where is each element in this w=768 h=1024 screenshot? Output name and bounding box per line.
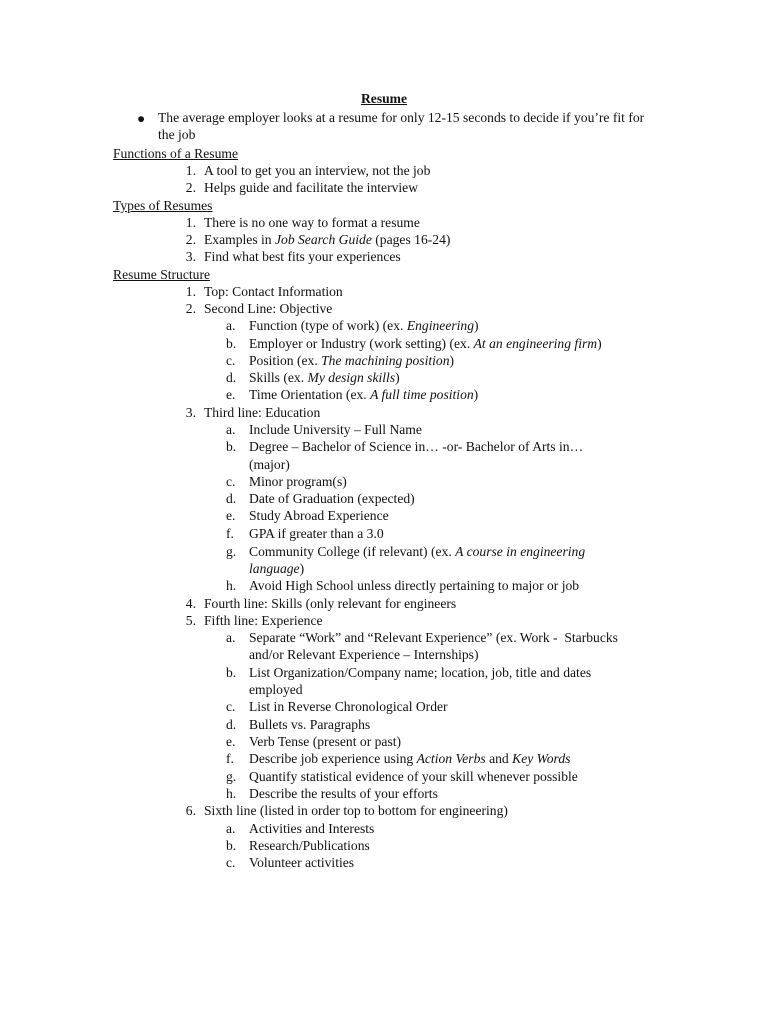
bullet-icon: ● (137, 111, 146, 126)
list-marker: 6. (185, 803, 196, 818)
emphasis-text: A course in engineering (455, 544, 586, 559)
text-run: ) (473, 387, 479, 402)
sub-list-marker: c. (226, 353, 236, 368)
list-item-text: There is no one way to format a resume (204, 215, 420, 230)
emphasis-text: A full time position (370, 387, 474, 402)
list-marker: 1. (185, 215, 196, 230)
sub-list-marker: b. (226, 665, 237, 680)
sub-list-item-text: Activities and Interests (249, 821, 375, 836)
text-run: Position (ex. (249, 353, 322, 368)
sub-list-marker: e. (226, 508, 236, 523)
sub-list-marker: h. (226, 578, 237, 593)
text-run: Describe job experience using (249, 751, 417, 766)
list-marker: 3. (185, 405, 196, 420)
emphasis-text: The machining position (321, 353, 450, 368)
list-item-text: Helps guide and facilitate the interview (204, 180, 419, 195)
sub-list-item-text: employed (249, 682, 303, 697)
sub-list-item-text: Degree – Bachelor of Science in… -or- Bachelor of Arts in… (249, 439, 584, 454)
list-item-text: Top: Contact Information (204, 284, 343, 299)
sub-list-item-text: Study Abroad Experience (249, 508, 389, 523)
emphasis-text: Engineering (406, 318, 475, 333)
list-item-text: Find what best fits your experiences (204, 249, 401, 264)
sub-list-item-text (249, 750, 570, 767)
intro-bullet-text: The average employer looks at a resume for only 12-15 seconds to decide if you’re fit for the job (158, 110, 645, 143)
text-run: (pages 16-24) (371, 232, 451, 247)
sub-list-marker: a. (226, 318, 236, 333)
section-heading-structure: Resume Structure (113, 267, 211, 282)
sub-list-marker: c. (226, 474, 236, 489)
list-marker: 5. (185, 613, 196, 628)
sub-list-item-text (249, 560, 304, 577)
sub-list-marker: b. (226, 838, 237, 853)
emphasis-text: Key Words (512, 751, 571, 766)
text-run: ) (299, 561, 305, 576)
emphasis-text: Action Verbs (416, 751, 486, 766)
sub-list-item-text (249, 543, 585, 560)
sub-list-marker: d. (226, 717, 237, 732)
sub-list-marker: b. (226, 439, 237, 454)
list-item-text: Fourth line: Skills (only relevant for engineers (204, 596, 457, 611)
list-marker: 3. (185, 249, 196, 264)
sub-list-item-text (249, 352, 454, 369)
emphasis-text: My design skills (307, 370, 396, 385)
sub-list-item-text: and/or Relevant Experience – Internships) (249, 647, 479, 662)
emphasis-text: At an engineering firm (473, 336, 598, 351)
sub-list-marker: c. (226, 699, 236, 714)
text-run: ) (449, 353, 455, 368)
document-title: Resume (360, 91, 408, 106)
emphasis-text: language (249, 561, 300, 576)
sub-list-marker: f. (226, 526, 234, 541)
sub-list-item-text: Avoid High School unless directly pertaining to major or job (249, 578, 580, 593)
text-run: Employer or Industry (work setting) (ex. (249, 336, 474, 351)
sub-list-item-text: Minor program(s) (249, 474, 347, 489)
list-marker: 1. (185, 284, 196, 299)
sub-list-item-text: Separate “Work” and “Relevant Experience” (ex. Work - Starbucks (249, 630, 618, 645)
sub-list-marker: b. (226, 336, 237, 351)
sub-list-marker: a. (226, 630, 236, 645)
sub-list-marker: g. (226, 769, 237, 784)
emphasis-text: Job Search Guide (274, 232, 372, 247)
sub-list-marker: e. (226, 734, 236, 749)
sub-list-marker: h. (226, 786, 237, 801)
sub-list-marker: f. (226, 751, 234, 766)
sub-list-item-text: Describe the results of your efforts (249, 786, 438, 801)
text-run: Skills (ex. (249, 370, 308, 385)
text-run: ) (395, 370, 400, 385)
list-item-text: Second Line: Objective (204, 301, 333, 316)
list-marker: 2. (185, 180, 196, 195)
list-item-text (204, 231, 450, 248)
sub-list-item-text (249, 317, 479, 334)
sub-list-item-text (249, 386, 478, 403)
sub-list-item-text: (major) (249, 457, 290, 472)
sub-list-marker: a. (226, 821, 236, 836)
sub-list-marker: a. (226, 422, 236, 437)
sub-list-item-text: Volunteer activities (249, 855, 355, 870)
list-marker: 1. (185, 163, 196, 178)
sub-list-item-text: Verb Tense (present or past) (249, 734, 402, 749)
list-marker: 2. (185, 301, 196, 316)
text-run: Community College (if relevant) (ex. (249, 544, 456, 559)
text-run: ) (474, 318, 479, 333)
section-heading-functions: Functions of a Resume (113, 146, 238, 161)
list-item-text: Fifth line: Experience (204, 613, 323, 628)
sub-list-item-text: GPA if greater than a 3.0 (249, 526, 384, 541)
section-heading-types: Types of Resumes (113, 198, 213, 213)
sub-list-item-text: Date of Graduation (expected) (249, 491, 415, 506)
sub-list-item-text (249, 369, 400, 386)
sub-list-item-text: List in Reverse Chronological Order (249, 699, 448, 714)
text-run: ) (597, 336, 602, 351)
text-run: and (485, 751, 513, 766)
sub-list-item-text: List Organization/Company name; location, job, title and dates (249, 665, 592, 680)
sub-list-item-text: Research/Publications (249, 838, 370, 853)
text-run: Function (type of work) (ex. (249, 318, 407, 333)
list-marker: 2. (185, 232, 196, 247)
list-item-text: A tool to get you an interview, not the job (204, 163, 431, 178)
sub-list-marker: c. (226, 855, 236, 870)
list-item-text: Third line: Education (204, 405, 321, 420)
sub-list-item-text (249, 335, 602, 352)
sub-list-marker: g. (226, 544, 237, 559)
text-run: Time Orientation (ex. (249, 387, 371, 402)
list-marker: 4. (185, 596, 196, 611)
text-run: Examples in (204, 232, 275, 247)
sub-list-marker: d. (226, 370, 237, 385)
sub-list-item-text: Bullets vs. Paragraphs (249, 717, 371, 732)
sub-list-marker: e. (226, 387, 236, 402)
sub-list-item-text: Quantify statistical evidence of your skill whenever possible (249, 769, 578, 784)
sub-list-marker: d. (226, 491, 237, 506)
list-item-text: Sixth line (listed in order top to bottom for engineering) (204, 803, 508, 818)
sub-list-item-text: Include University – Full Name (249, 422, 422, 437)
